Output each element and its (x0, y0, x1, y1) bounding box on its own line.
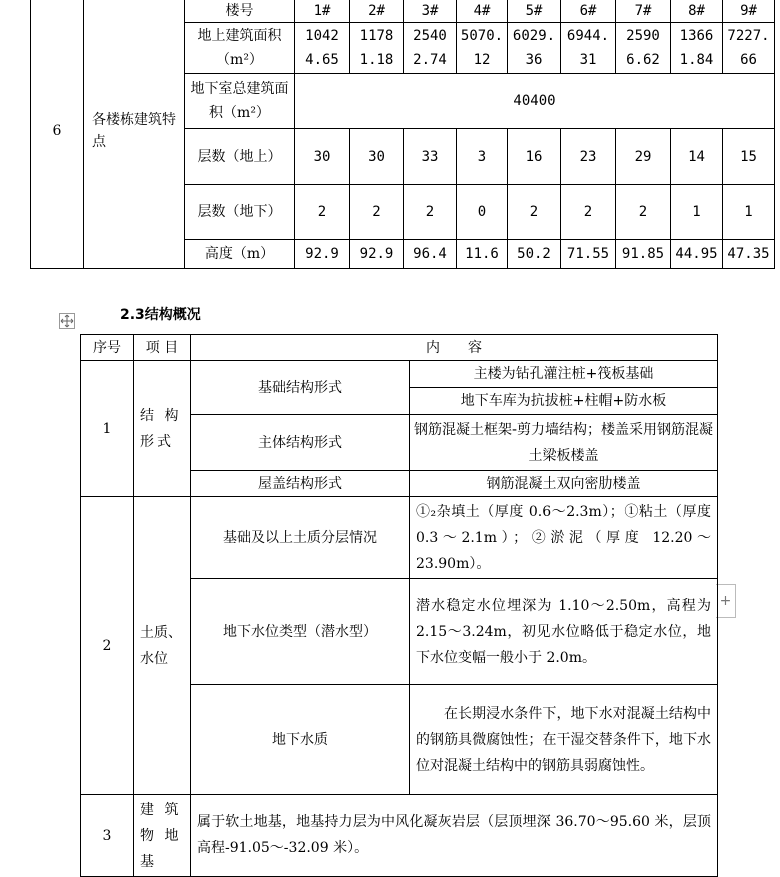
roof-structure-text: 钢筋混凝土双向密肋楼盖 (410, 471, 718, 497)
roof-structure-label: 屋盖结构形式 (191, 471, 410, 497)
plus-icon: + (719, 593, 732, 609)
building-features-table (30, 0, 775, 269)
building-1: 1# (295, 0, 350, 23)
floors-above-cell: 14 (671, 129, 723, 185)
add-column-button[interactable] (716, 584, 736, 618)
main-structure-label: 主体结构形式 (191, 415, 410, 471)
floors-above-cell: 30 (350, 129, 404, 185)
soil-layers-text: ①₂杂填土（厚度 0.6～2.3m）；①粘土（厚度 0.3～2.1m）；②淤泥（厚度 12.20～23.90m）。 (410, 497, 718, 579)
floors-above-cell: 3 (457, 129, 508, 185)
row-item: 各楼栋建筑特点 (84, 0, 185, 269)
building-7: 7# (616, 0, 671, 23)
label-area-below: 地下室总建筑面积（m²） (185, 74, 295, 129)
main-structure-text: 钢筋混凝土框架-剪力墙结构；楼盖采用钢筋混凝土梁板楼盖 (410, 415, 718, 471)
building-5: 5# (508, 0, 561, 23)
area-above-cell: 10424.65 (295, 23, 350, 74)
building-4: 4# (457, 0, 508, 23)
building-2: 2# (350, 0, 404, 23)
r2-item: 土质、水位 (134, 497, 191, 795)
area-below-value: 40400 (295, 74, 775, 129)
floors-below-cell: 1 (723, 185, 775, 240)
building-8: 8# (671, 0, 723, 23)
section-heading: 2.3结构概况 (120, 307, 201, 323)
water-quality-text: 在长期浸水条件下，地下水对混凝土结构中的钢筋具微腐蚀性；在干湿交替条件下，地下水位对混凝土结构中的钢筋具弱腐蚀性。 (410, 685, 718, 795)
area-above-cell: 6944.31 (561, 23, 616, 74)
floors-above-cell: 30 (295, 129, 350, 185)
area-above-cell: 25906.62 (616, 23, 671, 74)
label-area-above: 地上建筑面积（m²） (185, 23, 295, 74)
floors-below-cell: 1 (671, 185, 723, 240)
foundation-text-b: 地下车库为抗拔桩+柱帽+防水板 (410, 388, 718, 415)
area-above-cell: 11781.18 (350, 23, 404, 74)
water-quality-label: 地下水质 (191, 685, 410, 795)
label-floors-above: 层数（地上） (185, 129, 295, 185)
header-content: 内 容 (191, 335, 718, 361)
height-cell: 96.4 (404, 240, 457, 269)
floors-below-cell: 2 (561, 185, 616, 240)
floors-above-cell: 23 (561, 129, 616, 185)
foundation-label: 基础结构形式 (191, 361, 410, 415)
water-type-text: 潜水稳定水位埋深为 1.10～2.50m，高程为 2.15～3.24m，初见水位略低于稳定水位，地下水位变幅一般小于 2.0m。 (410, 579, 718, 685)
area-above-cell: 6029.36 (508, 23, 561, 74)
r3-no: 3 (81, 795, 134, 877)
move-icon (60, 314, 74, 328)
height-cell: 47.35 (723, 240, 775, 269)
water-type-label: 地下水位类型（潜水型） (191, 579, 410, 685)
floors-above-cell: 15 (723, 129, 775, 185)
label-floors-below: 层数（地下） (185, 185, 295, 240)
soil-layers-label: 基础及以上土质分层情况 (191, 497, 410, 579)
structure-overview-table (80, 334, 718, 877)
r1-item: 结 构 形式 (134, 361, 191, 497)
floors-below-cell: 0 (457, 185, 508, 240)
r1-no: 1 (81, 361, 134, 497)
height-cell: 71.55 (561, 240, 616, 269)
area-above-cell: 13661.84 (671, 23, 723, 74)
building-6: 6# (561, 0, 616, 23)
area-above-cell: 25402.74 (404, 23, 457, 74)
foundation-text-a: 主楼为钻孔灌注桩+筏板基础 (410, 361, 718, 388)
height-cell: 44.95 (671, 240, 723, 269)
height-cell: 92.9 (350, 240, 404, 269)
height-cell: 11.6 (457, 240, 508, 269)
label-height: 高度（m） (185, 240, 295, 269)
floors-below-cell: 2 (350, 185, 404, 240)
floors-below-cell: 2 (616, 185, 671, 240)
building-3: 3# (404, 0, 457, 23)
table-move-handle[interactable] (59, 313, 75, 329)
r2-no: 2 (81, 497, 134, 795)
height-cell: 50.2 (508, 240, 561, 269)
area-above-cell: 7227.66 (723, 23, 775, 74)
r3-text: 属于软土地基，地基持力层为中风化凝灰岩层（层顶埋深 36.70～95.60 米，层顶高程-91.05～-32.09 米）。 (191, 795, 718, 877)
height-cell: 91.85 (616, 240, 671, 269)
area-above-cell: 5070.12 (457, 23, 508, 74)
height-cell: 92.9 (295, 240, 350, 269)
floors-above-cell: 16 (508, 129, 561, 185)
floors-above-cell: 29 (616, 129, 671, 185)
header-no: 序号 (81, 335, 134, 361)
floors-below-cell: 2 (508, 185, 561, 240)
floors-below-cell: 2 (404, 185, 457, 240)
label-building: 楼号 (185, 0, 295, 23)
row-number: 6 (31, 0, 84, 269)
floors-below-cell: 2 (295, 185, 350, 240)
floors-above-cell: 33 (404, 129, 457, 185)
building-9: 9# (723, 0, 775, 23)
header-item: 项 目 (134, 335, 191, 361)
r3-item: 建 筑 物 地 基 (134, 795, 191, 877)
